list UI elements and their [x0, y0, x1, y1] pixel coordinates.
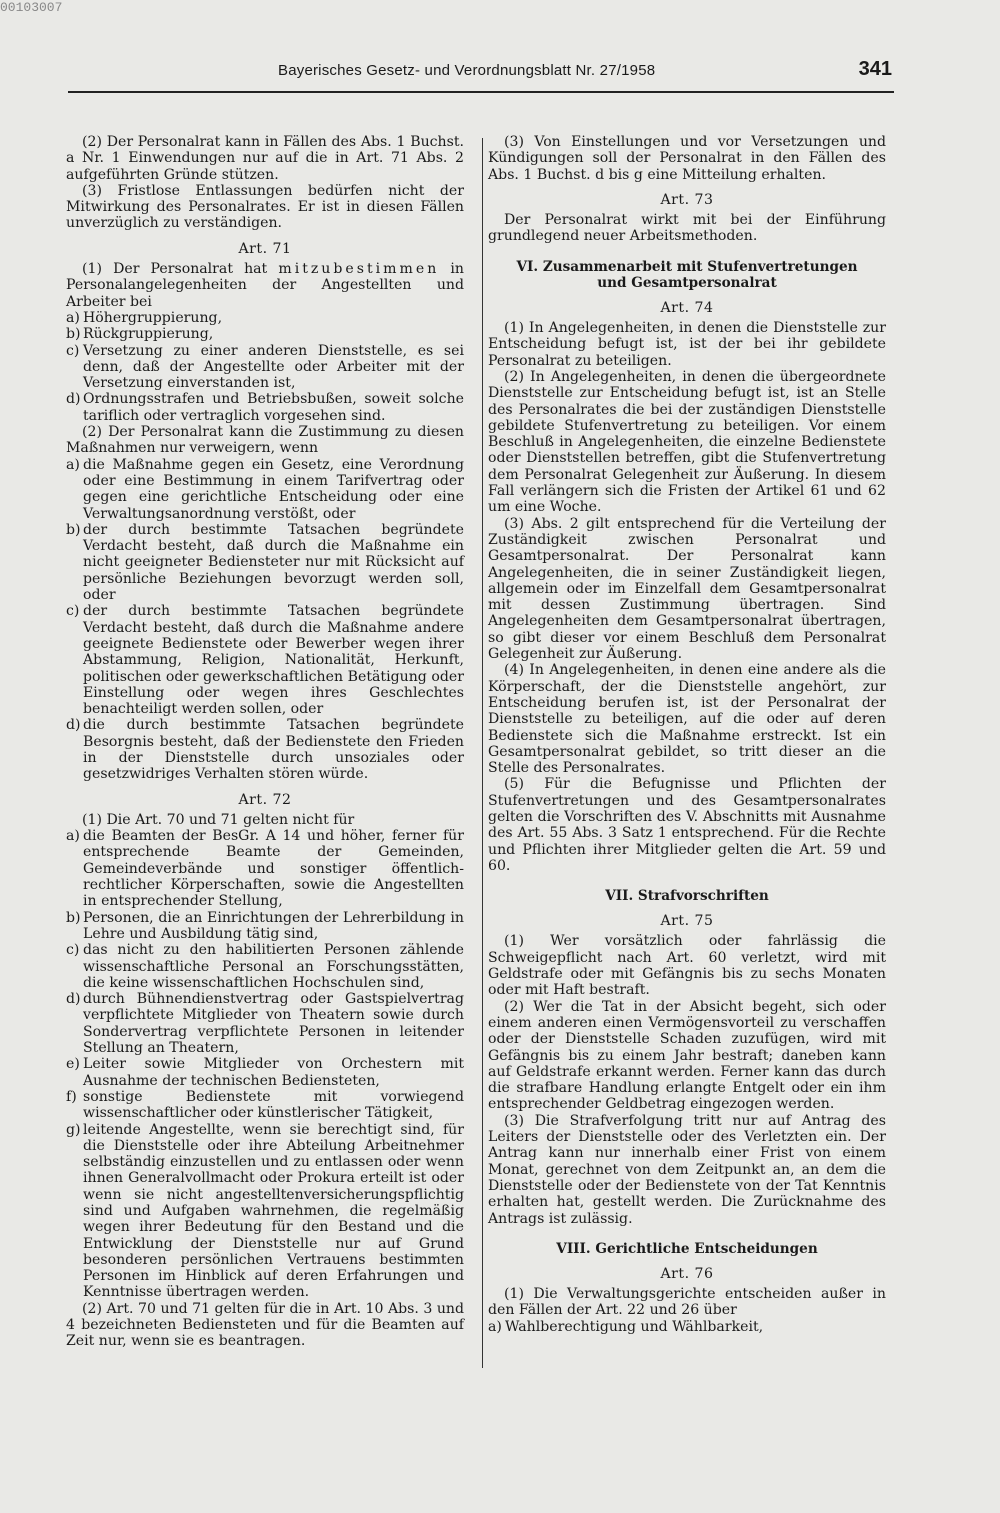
paragraph: (1) Die Verwaltungsgerichte entscheiden außer in den Fällen der Art. 22 und 26 über: [488, 1286, 886, 1319]
list-text: Personen, die an Einrichtungen der Lehrerbildung in Lehre und Ausbildung tätig sind,: [83, 909, 464, 942]
list-text: die durch bestimmte Tatsachen begründete Besorgnis besteht, daß der Bedienstete den Frieden in der Dienststelle durch unsoziales oder gesetzwidriges Verhalten stören würde.: [83, 717, 464, 783]
paragraph: (3) Von Einstellungen und vor Versetzungen und Kündigungen soll der Personalrat in den Fällen des Abs. 1 Buchst. d bis g eine Mitteilung erhalten.: [488, 134, 886, 183]
paragraph: Der Personalrat wirkt mit bei der Einführung grundlegend neuer Arbeitsmethoden.: [488, 212, 886, 245]
article-heading: Art. 76: [660, 1265, 714, 1282]
list-text: die Beamten der BesGr. A 14 und höher, ferner für entsprechende Beamte der Gemeinden, Gemeindeverbände und sonstiger öffentlich-rechtlicher Körperschaften, sowie die Angestellten in entsprechender Stellung,: [83, 828, 464, 910]
paragraph: (2) Der Personalrat kann die Zustimmung zu diesen Maßnahmen nur verweigern, wenn: [66, 424, 464, 457]
list-marker: a): [66, 309, 80, 326]
list-item: [66, 991, 464, 1056]
article-heading: Art. 73: [660, 191, 714, 208]
section-heading: VII. Strafvorschriften: [605, 888, 769, 905]
list-text: Wahlberechtigung und Wählbarkeit,: [505, 1318, 764, 1335]
list-item: [66, 326, 464, 342]
list-item: [66, 457, 464, 522]
list-marker: b): [66, 909, 81, 926]
column-divider: [482, 138, 483, 1368]
list-marker: c): [66, 342, 80, 359]
page-header: [68, 60, 892, 86]
section-heading-line: VI. Zusammenarbeit mit Stufenvertretungen: [516, 258, 858, 275]
page-number: 341: [858, 58, 892, 80]
paragraph: (1) Wer vorsätzlich oder fahrlässig die Schweigepflicht nach Art. 60 verletzt, wird mit Geldstrafe oder mit Gefängnis bis zu sechs Monaten oder mit Haft bestraft.: [488, 933, 886, 999]
list-marker: d): [66, 991, 81, 1008]
paragraph: (1) In Angelegenheiten, in denen die Dienststelle zur Entscheidung befugt ist, ist der bei ihr gebildete Personalrat zu beteiligen.: [488, 320, 886, 369]
list-item: [66, 942, 464, 991]
list-marker: c): [66, 603, 80, 620]
list-marker: f): [66, 1088, 77, 1105]
paragraph: (2) In Angelegenheiten, in denen die übergeordnete Dienststelle zur Entscheidung befugt ist, ist an Stelle des Personalrates die bei der zuständigen Dienststelle gebildete Stufenvertretung zu beteiligen. Vor einem Beschluß in Angelegenheiten, die einzelne Bedienstete oder Dienststellen betreffen, gibt die Stufenvertretung dem Personalrat Gelegenheit zur Äußerung. In diesem Fall verlängern sich die Fristen der Artikel 61 und 62 um eine Woche.: [488, 368, 886, 516]
list-text: Leiter sowie Mitglieder von Orchestern mit Ausnahme der technischen Bediensteten,: [83, 1056, 464, 1089]
header-rule: [68, 91, 894, 93]
list-item: [66, 522, 464, 603]
list-marker: e): [66, 1056, 80, 1073]
article-heading: Art. 75: [660, 913, 714, 930]
list-text: Ordnungsstrafen und Betriebsbußen, soweit solche tariflich oder vertraglich vorgesehen sind.: [83, 391, 464, 424]
list-text: durch Bühnendienstvertrag oder Gastspielvertrag verpflichtete Mitglieder von Theatern sowie durch Sondervertrag verpflichtete Personen in leitender Stellung an Theatern,: [83, 991, 464, 1057]
paragraph: (3) Abs. 2 gilt entsprechend für die Verteilung der Zuständigkeit zwischen Personalrat und Gesamtpersonalrat. Der Personalrat kann Angelegenheiten, die in seiner Zuständigkeit liegen, allgemein oder im Einzelfall dem Gesamtpersonalrat mit dessen Zustimmung übertragen. Sind Angelegenheiten dem Gesamtpersonalrat übertragen, so gibt dieser vor einem Beschluß dem Personalrat Gelegenheit zur Äußerung.: [488, 515, 886, 663]
article-heading: Art. 74: [660, 299, 714, 316]
list-marker: a): [66, 828, 80, 845]
left-column: [66, 134, 464, 1350]
list-text: Versetzung zu einer anderen Dienststelle, es sei denn, daß der Angestellte oder Arbeiter mit der Versetzung einverstanden ist,: [83, 342, 464, 392]
paragraph: (1) Die Art. 70 und 71 gelten nicht für: [82, 811, 355, 828]
text-run: in Personalangelegenheiten der Angestellten und Arbeiter bei: [66, 261, 464, 310]
paragraph: (4) In Angelegenheiten, in denen eine andere als die Körperschaft, der die Dienststelle angehört, zur Entscheidung berufen ist, ist der Personalrat der Dienststelle zu beteiligen, auf die oder auf deren Bedienstete sich die Maßnahme erstreckt. Ist ein Gesamtpersonalrat gebildet, so tritt dieser an die Stelle des Personalrates.: [488, 662, 886, 777]
list-item: [66, 1089, 464, 1122]
list-text: Rückgruppierung,: [83, 326, 214, 343]
list-item: [488, 1319, 886, 1335]
archive-stamp: 00103007: [0, 0, 63, 15]
list-marker: g): [66, 1121, 81, 1138]
section-heading-line: und Gesamtpersonalrat: [597, 274, 777, 291]
list-text: sonstige Bedienstete mit vorwiegend wissenschaftlicher oder künstlerischer Tätigkeit,: [83, 1088, 464, 1122]
emphasis: mitzubestimmen: [278, 261, 440, 278]
list-item: [66, 828, 464, 909]
article-heading: Art. 71: [238, 240, 292, 257]
list-text: der durch bestimmte Tatsachen begründete Verdacht besteht, daß durch die Maßnahme andere geeignete Bedienstete oder Bewerber wegen ihrer Abstammung, Religion, Nationalität, Herkunft, politischen oder gewerkschaftlichen Betätigung oder Einstellung oder wegen ihres Geschlechtes benachteiligt werden sollen, oder: [83, 603, 464, 718]
paragraph: (5) Für die Befugnisse und Pflichten der Stufenvertretungen und des Gesamtpersonalrates gelten die Vorschriften des V. Abschnitts mit Ausnahme des Art. 55 Abs. 3 Satz 1 entsprechend. Für die Rechte und Pflichten ihrer Mitglieder gelten die Art. 59 und 60.: [488, 776, 886, 874]
paragraph: [66, 261, 464, 310]
list-marker: d): [66, 391, 81, 408]
list-text: der durch bestimmte Tatsachen begründete Verdacht besteht, daß durch die Maßnahme ein nicht geeigneter Bediensteter nur mit Rücksicht auf persönliche Beziehungen bevorzugt werden soll, oder: [83, 521, 464, 604]
list: [66, 310, 464, 424]
right-column: [488, 134, 886, 1335]
list-marker: b): [66, 326, 81, 343]
list-marker: a): [66, 456, 80, 473]
paragraph: (2) Wer die Tat in der Absicht begeht, sich oder einem anderen einen Vermögensvorteil zu verschaffen oder der Dienststelle Schaden zuzufügen, wird mit Gefängnis bis zu einem Jahr bestraft; daneben kann auf Geldstrafe erkannt werden. Ferner kann das durch die strafbare Handlung erlangte Entgelt oder ein ihm entsprechender Geldbetrag eingezogen werden.: [488, 998, 886, 1113]
list: [66, 457, 464, 783]
list-item: [66, 717, 464, 782]
list-text: Höhergruppierung,: [83, 309, 223, 326]
list-marker: a): [488, 1318, 502, 1335]
list-item: [66, 603, 464, 717]
list-marker: b): [66, 521, 81, 538]
text-run: (1) Der Personalrat hat: [82, 261, 268, 278]
paragraph: (2) Der Personalrat kann in Fällen des Abs. 1 Buchst. a Nr. 1 Einwendungen nur auf die in Art. 71 Abs. 2 aufgeführten Gründe stützen.: [66, 134, 464, 183]
list: [66, 828, 464, 1301]
paragraph: (2) Art. 70 und 71 gelten für die in Art. 10 Abs. 3 und 4 bezeichneten Bediensteten und für die Beamten auf Zeit nur, wenn sie es beantragen.: [66, 1300, 464, 1350]
paragraph: (3) Fristlose Entlassungen bedürfen nicht der Mitwirkung des Personalrates. Er ist in diesen Fällen unverzüglich zu verständigen.: [66, 182, 464, 232]
list-item: [66, 310, 464, 326]
list-text: die Maßnahme gegen ein Gesetz, eine Verordnung oder eine Bestimmung in einem Tarifvertrag oder gegen eine gerichtliche Entscheidung oder eine Verwaltungsanordnung verstößt, oder: [83, 456, 464, 522]
list-item: [66, 1056, 464, 1089]
section-heading: [488, 259, 886, 291]
journal-title: Bayerisches Gesetz- und Verordnungsblatt Nr. 27/1958: [278, 62, 656, 79]
list-item: [66, 391, 464, 424]
paragraph: (3) Die Strafverfolgung tritt nur auf Antrag des Leiters der Dienststelle oder des Verletzten ein. Der Antrag kann nur innerhalb einer Frist von einem Monat, gerechnet von dem Zeitpunkt an, an dem die Dienststelle oder der Bedienstete von der Tat Kenntnis erhalten hat, gestellt werden. Die Zurücknahme des Antrags ist zulässig.: [488, 1112, 886, 1227]
list: [488, 1319, 886, 1335]
list-marker: c): [66, 942, 80, 959]
list-item: [66, 1122, 464, 1301]
list-text: das nicht zu den habilitierten Personen zählende wissenschaftliche Personal an Forschungsstätten, die keine wissenschaftlichen Hochschulen sind,: [83, 942, 464, 991]
article-heading: Art. 72: [238, 791, 292, 808]
section-heading: VIII. Gerichtliche Entscheidungen: [556, 1240, 818, 1257]
list-item: [66, 343, 464, 392]
list-text: leitende Angestellte, wenn sie berechtigt sind, für die Dienststelle oder ihre Abteilung Arbeitnehmer selbständig einzustellen und zu entlassen oder wenn ihnen Generalvollmacht oder Prokura erteilt ist oder wenn sie nicht angestelltenversicherungspflichtig sind und Aufgaben wahrnehmen, die regelmäßig wegen ihrer Bedeutung für den Bestand und die Entwicklung der Dienststelle nur auf Grund besonderen persönlichen Vertrauens bestimmten Personen im Hinblick auf deren Erfahrungen und Kenntnisse übertragen werden.: [83, 1121, 464, 1301]
list-marker: d): [66, 717, 81, 734]
list-item: [66, 910, 464, 943]
